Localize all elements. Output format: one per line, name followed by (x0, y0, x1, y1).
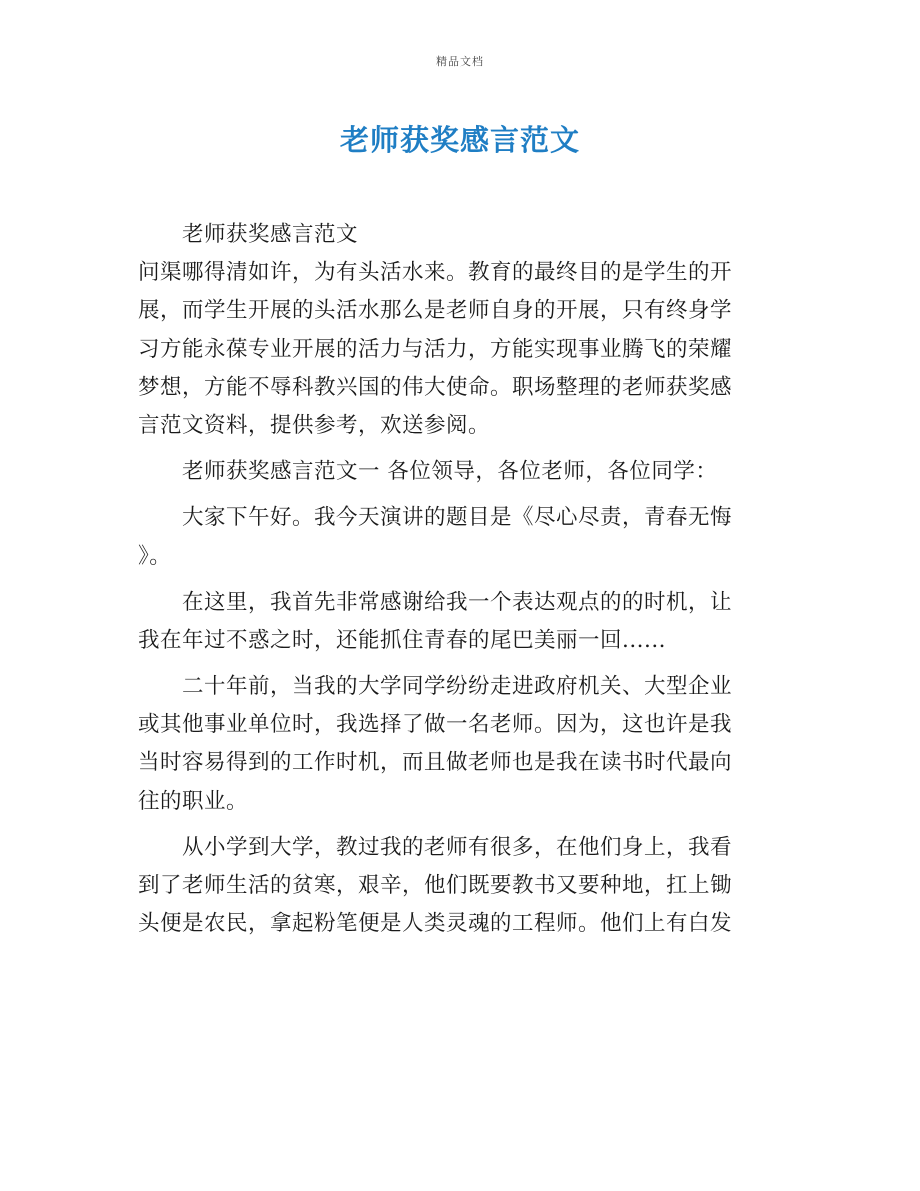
text-line: 到了老师生活的贫寒，艰辛，他们既要教书又要种地，扛上锄 (138, 873, 733, 898)
page-header-label: 精品文档 (436, 55, 484, 68)
text-line: 我在年过不惑之时，还能抓住青春的尾巴美丽一回...... (138, 627, 667, 653)
text-line: 往的职业。 (138, 788, 249, 814)
text-line: 问渠哪得清如许，为有头活水来。教育的最终目的是学生的开 (138, 260, 733, 286)
text-line: 》。 (138, 543, 172, 569)
text-line: 习方能永葆专业开展的活力与活力，方能实现事业腾飞的荣耀 (138, 336, 733, 362)
text-line: 言范文资料，提供参考，欢送参阅。 (138, 412, 491, 438)
text-line: 展，而学生开展的头活水那么是老师自身的开展，只有终身学 (138, 298, 733, 324)
document-title: 老师获奖感言范文 (339, 123, 580, 157)
text-line: 大家下午好。我今天演讲的题目是《尽心尽责，青春无悔 (182, 505, 733, 531)
text-line: 在这里，我首先非常感谢给我一个表达观点的的时机，让 (182, 589, 733, 615)
text-line: 当时容易得到的工作时机，而且做老师也是我在读书时代最向 (138, 750, 733, 776)
text-line: 头便是农民，拿起粉笔便是人类灵魂的工程师。他们上有白发 (138, 911, 733, 937)
text-line: 老师获奖感言范文 (182, 222, 359, 247)
text-line: 或其他事业单位时，我选择了做一名老师。因为，这也许是我 (138, 712, 733, 738)
text-line: 从小学到大学，教过我的老师有很多，在他们身上，我看 (182, 834, 733, 860)
document-body (138, 216, 784, 943)
text-line: 老师获奖感言范文一 各位领导，各位老师，各位同学： (182, 459, 718, 485)
text-line: 二十年前，当我的大学同学纷纷走进政府机关、大型企业 (182, 674, 733, 700)
text-line: 梦想，方能不辱科教兴国的伟大使命。职场整理的老师获奖感 (138, 374, 733, 400)
